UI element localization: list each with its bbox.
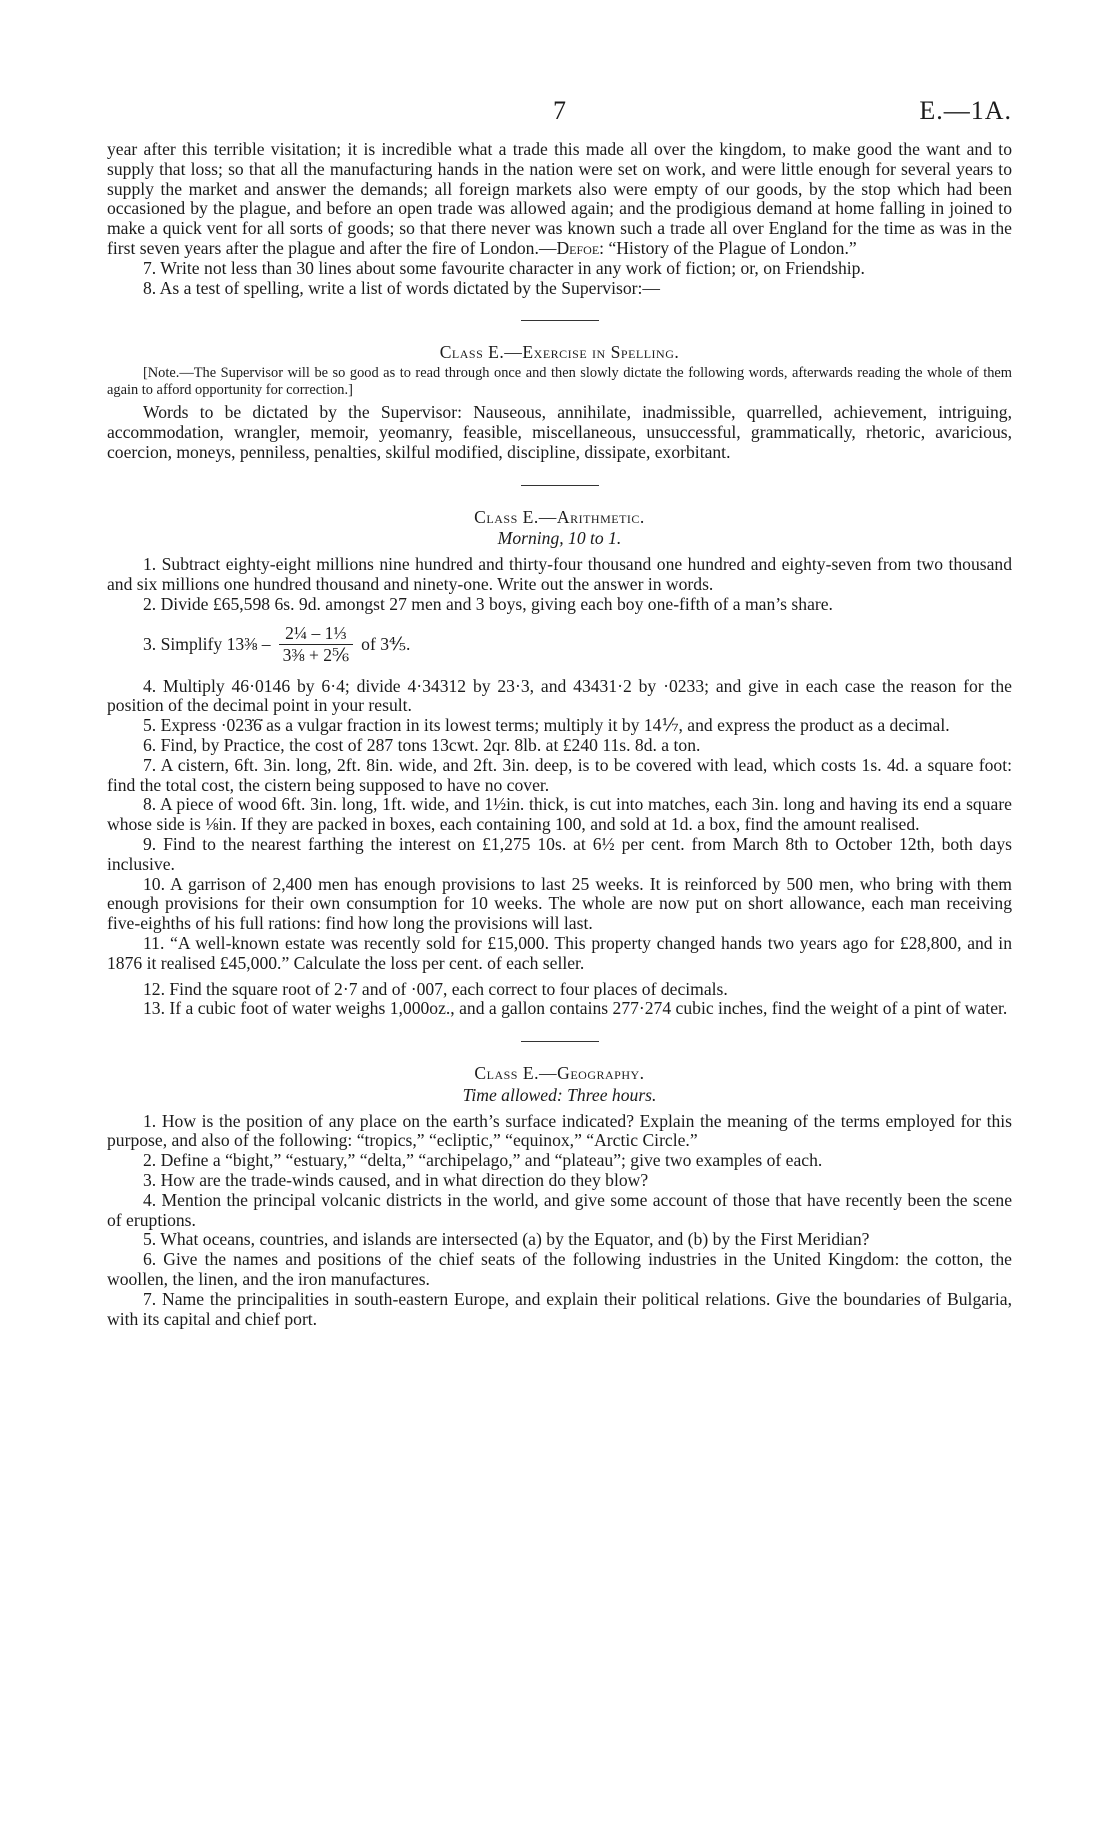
compound-fraction [277,623,356,666]
arithmetic-question-5: 5. Express ·023̇6̇ as a vulgar fraction in its lowest terms; multiply it by 14⅐, and express the product as a decimal. [143,715,950,736]
arithmetic-question-11: 11. “A well-known estate was recently sold for £15,000. This property changed hands two years ago for £28,800, and in 1876 it realised £45,000.” Calculate the loss per cent. of each seller. [107,932,1012,973]
arithmetic-question-8: 8. A piece of wood 6ft. 3in. long, 1ft. wide, and 1½in. thick, is cut into matches, each 3in. long and having its end a square whose side is ⅛in. If they are packed in boxes, each containing 100, and sold at 1d. a box, find the amount realised. [107,794,1012,835]
geography-question-6: 6. Give the names and positions of the chief seats of the following industries in the United Kingdom: the cotton, the woollen, the linen, and the iron manufactures. [107,1249,1012,1290]
spelling-words: Words to be dictated by the Supervisor: Nauseous, annihilate, inadmissible, quarrelled, achievement, intriguing, accommodation, wrangler, memoir, yeomanry, feasible, miscellaneous, unsuccessful, grammatically, rhetoric, avaricious, coercion, moneys, penniless, penalties, skilful modified, discipline, dissipate, exorbitant. [107,402,1012,462]
passage-text: year after this terrible visitation; it is incredible what a trade this made all over the kingdom, to make good the want and to supply that loss; so that all the manufacturing hands in the nation were set on work, and were little enough for several years to supply the market and answer the demands; all foreign markets also were empty of our goods, by the stop which had been occasioned by the plague, and before an open trade was allowed again; and the prodigious demand at home falling in joined to make a quick vent for all sorts of goods; so that there never was known such a trade all over England for the time as was in the first seven years after the plague and after the fire of London.— [107,139,1012,258]
simplify-lead: 3. Simplify 13⅜ – [143,633,271,654]
arithmetic-heading: Class E.—Arithmetic. [474,506,645,527]
geography-time: Time allowed: Three hours. [462,1084,657,1105]
spelling-heading: Class E.—Exercise in Spelling. [439,342,680,363]
geography-question-4: 4. Mention the principal volcanic districts in the world, and give some account of those that have recently been the scene of eruptions. [107,1189,1012,1230]
arithmetic-question-1: 1. Subtract eighty-eight millions nine hundred and thirty-four thousand one hundred and eighty-seven from two thousand and six millions one hundred thousand and ninety-one. Write out the answer in words. [107,554,1012,594]
geography-heading: Class E.—Geography. [474,1063,645,1084]
defoe-passage [107,140,1012,259]
geography-question-1: 1. How is the position of any place on the earth’s surface indicated? Explain the meaning of the terms employed for this purpose, and also of the following: “tropics,” “ecliptic,” “equinox,” “Arctic Circle.” [107,1110,1012,1151]
simplify-tail: of 3⅘. [361,633,411,654]
passage-source: : “History of the Plague of London.” [599,237,857,258]
arithmetic-question-3 [107,621,1012,669]
arithmetic-question-13: 13. If a cubic foot of water weighs 1,000oz., and a gallon contains 277·274 cubic inches, find the weight of a pint of water. [143,998,1008,1019]
geography-question-3: 3. How are the trade-winds caused, and in what direction do they blow? [143,1170,649,1191]
page-header [107,96,1012,132]
english-continuation [107,140,1012,298]
spelling-note: [Note.—The Supervisor will be so good as to read through once and then slowly dictate the following words, afterwards reading the whole of them again to afford opportunity for correction.] [107,365,1012,399]
geography-question-5: 5. What oceans, countries, and islands are intersected (a) by the Equator, and (b) by the First Meridian? [143,1229,870,1250]
fraction-numerator: 2¼ – 1⅓ [279,623,353,645]
geography-question-7: 7. Name the principalities in south-eastern Europe, and explain their political relations. Give the boundaries of Bulgaria, with its capital and chief port. [107,1288,1012,1329]
section-divider [521,485,599,486]
arithmetic-question-2: 2. Divide £65,598 6s. 9d. amongst 27 men and 3 boys, giving each boy one-fifth of a man’s share. [143,593,833,614]
page-number: 7 [553,96,566,125]
spelling-section [107,343,1012,462]
arithmetic-question-6: 6. Find, by Practice, the cost of 287 tons 13cwt. 2qr. 8lb. at £240 11s. 8d. a ton. [143,734,701,755]
passage-author: Defoe [556,237,600,258]
arithmetic-section [107,508,1012,1020]
arithmetic-question-4: 4. Multiply 46·0146 by 6·4; divide 4·34312 by 23·3, and 43431·2 by ·0233; and give in each case the reason for the position of the decimal point in your result. [107,675,1012,716]
document-reference: E.—1A. [919,96,1012,125]
english-question-7: 7. Write not less than 30 lines about some favourite character in any work of fiction; or, on Friendship. [143,257,865,278]
section-divider [521,320,599,321]
geography-question-2: 2. Define a “bight,” “estuary,” “delta,” “archipelago,” and “plateau”; give two examples of each. [143,1150,823,1171]
arithmetic-question-12: 12. Find the square root of 2·7 and of ·007, each correct to four places of decimals. [143,978,728,999]
arithmetic-question-7: 7. A cistern, 6ft. 3in. long, 2ft. 8in. wide, and 2ft. 3in. deep, is to be covered with lead, which costs 1s. 4d. a square foot: find the total cost, the cistern being supposed to have no cover. [107,754,1012,795]
english-question-8: 8. As a test of spelling, write a list of words dictated by the Supervisor:— [143,277,660,298]
section-divider [521,1041,599,1042]
arithmetic-question-10: 10. A garrison of 2,400 men has enough provisions to last 25 weeks. It is reinforced by 500 men, who bring with them enough provisions for their own consumption for 10 weeks. The whole are now put on short allowance, each man receiving five-eighths of his full rations: find how long the provisions will last. [107,873,1012,934]
arithmetic-time: Morning, 10 to 1. [497,528,622,549]
geography-section [107,1064,1012,1329]
fraction-denominator: 3⅜ + 2⅚ [282,645,350,666]
arithmetic-question-9: 9. Find to the nearest farthing the interest on £1,275 10s. at 6½ per cent. from March 8th to October 12th, both days inclusive. [107,833,1012,874]
